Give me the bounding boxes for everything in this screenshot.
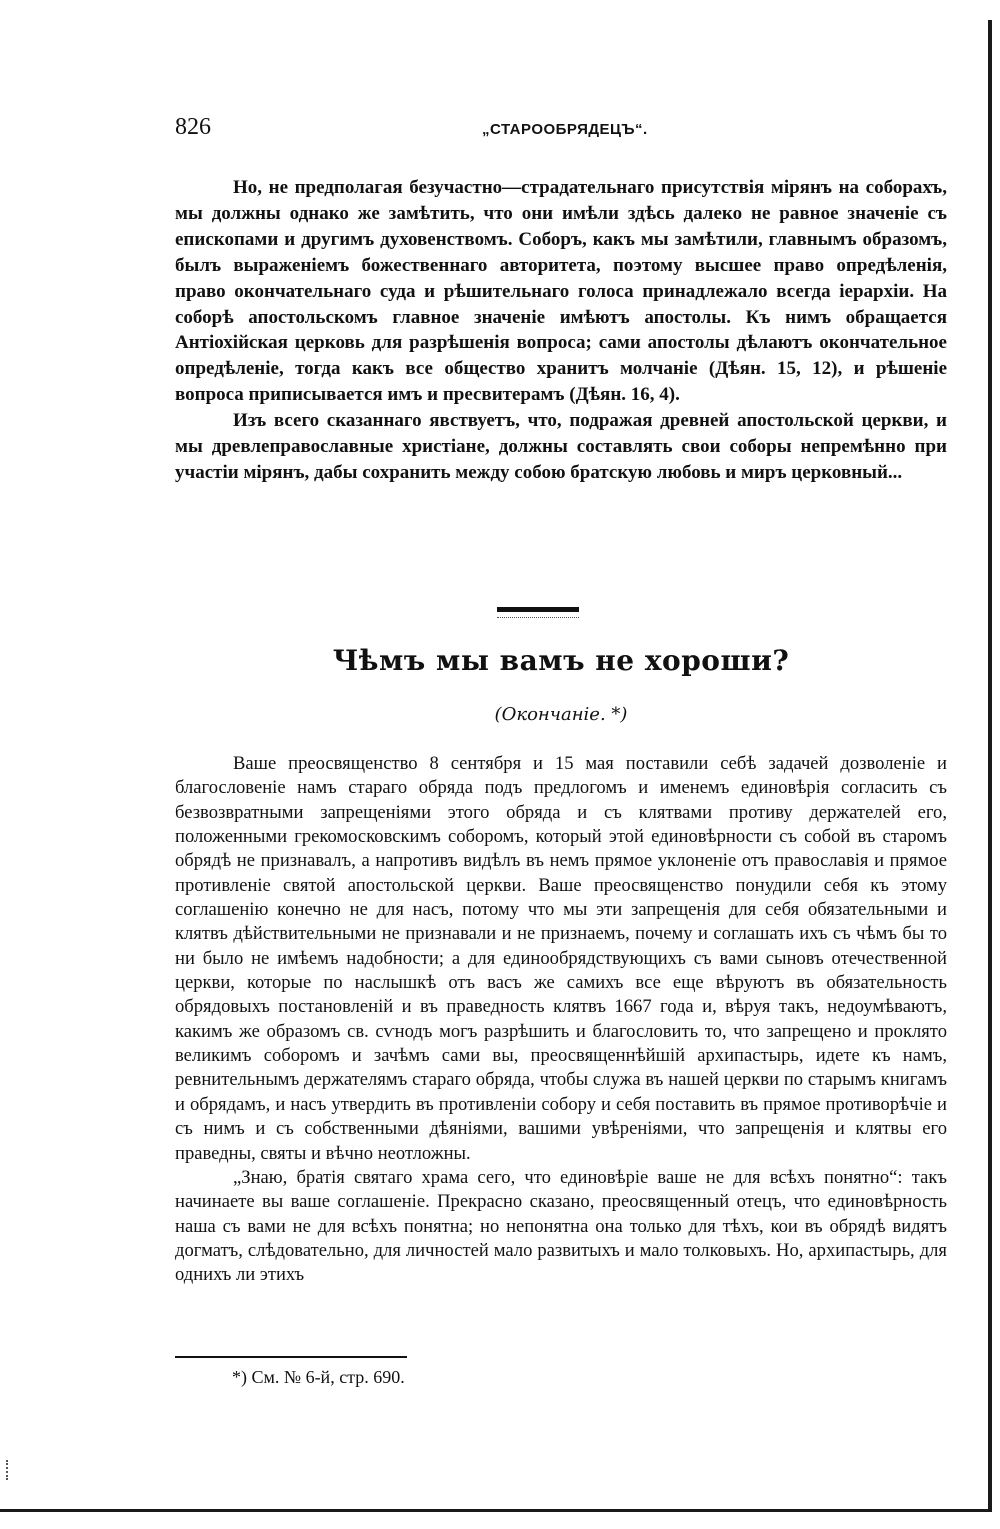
section-previous-article: [175, 175, 947, 486]
paragraph: Изъ всего сказаннаго явствуетъ, что, подражая древней апостольской церкви, и мы древлеправославные христіане, должны составлять свои соборы непремѣнно при участіи мірянъ, дабы сохранить между собою братскую любовь и миръ церковный...: [175, 410, 947, 483]
paragraph: Но, не предполагая безучастно—страдательнаго присутствія мірянъ на соборахъ, мы должны однако же замѣтить, что они имѣли здѣсь далеко не равное значеніе съ епископами и другимъ духовенствомъ. Соборъ, какъ мы замѣтили, главнымъ образомъ, былъ выраженіемъ божественнаго авторитета, поэтому высшее право опредѣленія, право окончательнаго суда и рѣшительнаго голоса принадлежало всегда іерархіи. На соборѣ апостольскомъ главное значеніе имѣютъ апостолы. Къ нимъ обращается Антіохійская церковь для разрѣшенія вопроса; сами апостолы дѣлаютъ окончательное опредѣленіе, тогда какъ все общество хранитъ молчаніе (Дѣян. 15, 12), и рѣшеніе вопроса приписывается имъ и пресвитерамъ (Дѣян. 16, 4).: [175, 177, 947, 406]
continuation-note: (Окончаніе. *): [494, 704, 628, 725]
scan-edge-right: [988, 20, 992, 1510]
scan-edge-marks: [6, 1460, 10, 1480]
section-separator-thin: [497, 617, 579, 618]
section-separator: [497, 607, 579, 612]
page-header: [175, 114, 945, 144]
paragraph: Ваше преосвященство 8 сентября и 15 мая поставили себѣ задачей дозволеніе и благословеніе намъ стараго обряда подъ предлогомъ и именемъ единовѣрія согласить съ безвозвратными запрещеніями этого обряда и съ клятвами противу держателей его, положенными грекомосковскимъ соборомъ, который этой единовѣрности съ собой въ старомъ обрядѣ не признавалъ, а напротивъ видѣлъ въ немъ прямое уклоненіе отъ православія и прямое противленіе святой апостольской церкви. Ваше преосвященство понудили себя къ этому соглашенію конечно не для насъ, потому что мы эти запрещенія для себя обязательными и клятвъ дѣйствительными не признавали и не признаемъ, почему и соглашать ихъ съ чѣмъ бы то ни было не имѣемъ надобности; а для единообрядствующихъ съ вами сыновъ отечественной церкви, которые по наслышкѣ отъ васъ же самихъ все еще вѣруютъ въ обязательность обрядовыхъ постановленій и въ праведность клятвъ 1667 года и, вѣруя такъ, недоумѣваютъ, какимъ же образомъ св. сѵнодъ могъ разрѣшить и благословить то, что запрещено и проклято великимъ соборомъ и зачѣмъ сами вы, преосвященнѣйшій архипастырь, идете къ намъ, ревнительнымъ держателямъ стараго обряда, чтобы служа въ нашей церкви по старымъ книгамъ и обрядамъ, и насъ утвердить въ противленіи собору и себя поставить въ прямое противорѣчіе и съ нимъ и съ собственными дѣяніями, вашими увѣреніями, что запрещенія и клятвы его праведны, святы и вѣчно неотложны.: [175, 753, 947, 1164]
footnote: *) См. № 6-й, стр. 690.: [232, 1367, 405, 1387]
paragraph: „Знаю, братія святаго храма сего, что единовѣріе ваше не для всѣхъ понятно“: такъ начинаете вы ваше соглашеніе. Прекрасно сказано, преосвященный отецъ, что единовѣрность наша съ вами не для всѣхъ понятна; но непонятна она только для тѣхъ, кои въ обрядѣ видятъ догматъ, слѣдовательно, для личностей мало развитыхъ и мало толковыхъ. Но, архипастырь, для однихъ ли этихъ: [175, 1166, 947, 1286]
page-number: 826: [175, 114, 211, 140]
running-title: „СТАРООБРЯДЕЦЪ“.: [482, 121, 648, 138]
footnote-rule: [175, 1356, 407, 1358]
scan-edge-bottom: [0, 1509, 992, 1512]
section-article-body: [175, 752, 947, 1288]
article-title: Чѣмъ мы вамъ не хороши?: [332, 644, 790, 677]
